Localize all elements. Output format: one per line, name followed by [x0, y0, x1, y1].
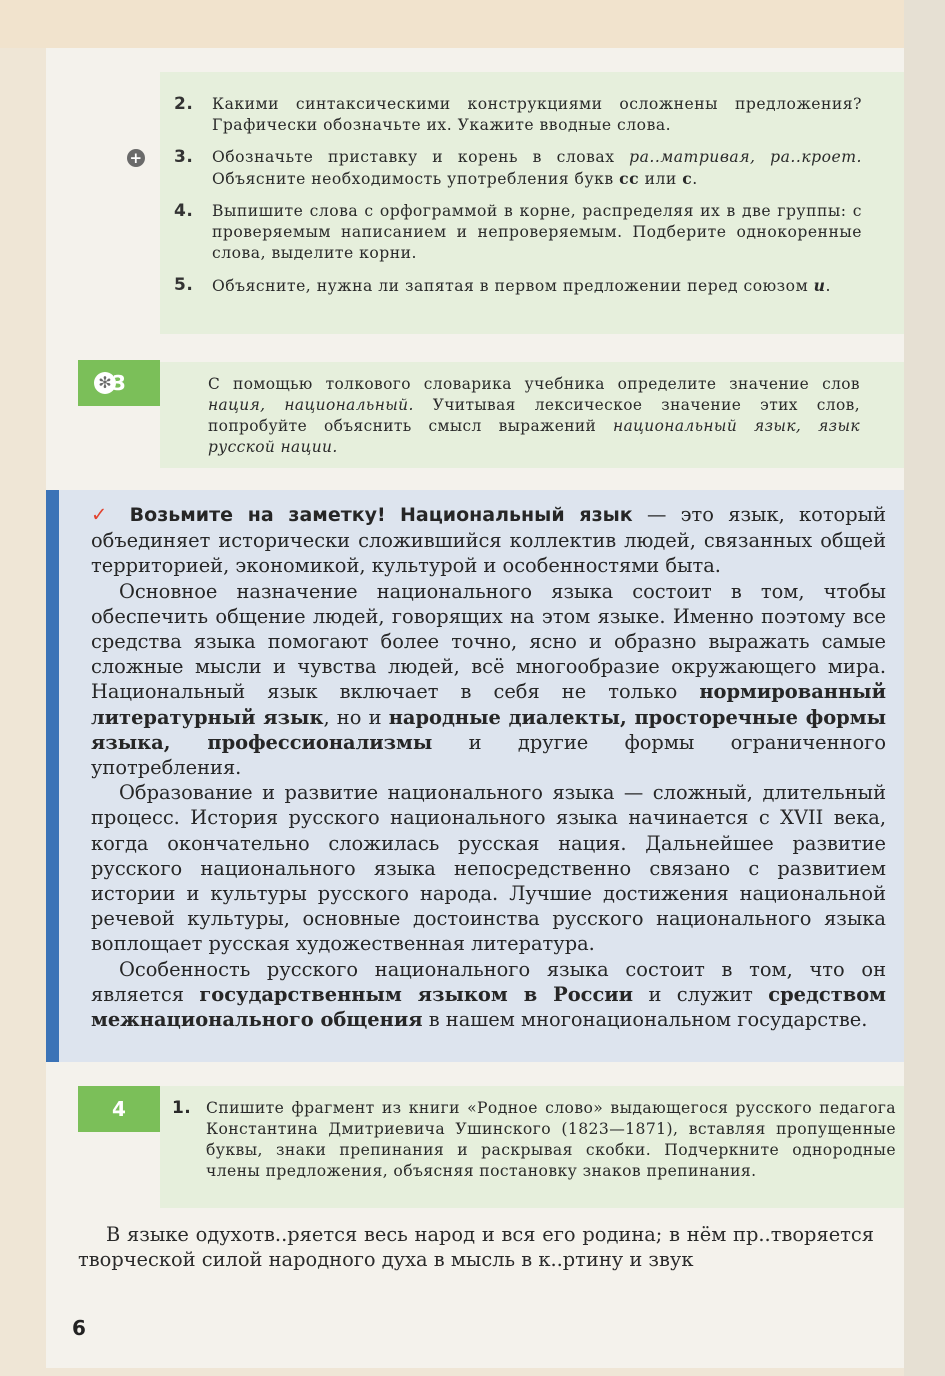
note-paragraph-1 [91, 502, 886, 579]
task-2 [172, 94, 862, 136]
task-number: 2. [174, 94, 194, 114]
exercise-italic: нация, национальный. [208, 396, 414, 414]
exercise-3-text [208, 374, 860, 458]
note-paragraph-3: Образование и развитие национального языка — сложный, длительный процесс. История русского национального языка начинается с XVII века, когда окончательно сложилась русская нация. Дальнейшее развитие русского национального языка непосредственно связано с развитием истории и культуры русского народа. Лучшие достижения национальной речевой культуры, основные достоинства русского национального языка воплощает русская художественная литература. [91, 781, 886, 956]
note-bold: средством межнационального общения [91, 982, 886, 1032]
exercise-number: 4 [112, 1097, 126, 1121]
note-text: Основное назначение национального языка состоит в том, чтобы обеспечить общение людей, говорящих на этом языке. Именно поэтому все средства языка помогают более точно, ясно и образно выражать самые сложные мысли и чувства людей, всё многообразие окружающего мира. Национальный язык включает в себя не только [91, 579, 886, 704]
task-italic-words: ра..матривая, ра..кроет. [629, 148, 862, 166]
task-number: 4. [174, 201, 194, 221]
note-text: в нашем многонациональном государстве. [422, 1008, 868, 1032]
note-box [46, 490, 904, 1062]
task-4 [172, 201, 862, 264]
exercise-italic: национальный язык, язык русской нации. [208, 417, 860, 456]
task-text: Обозначьте приставку и корень в словах [212, 148, 630, 166]
note-body [91, 502, 886, 1032]
task-text: Выпишите слова с орфограммой в корне, распределяя их в две группы: с проверяемым написанием и непроверяемым. Подберите однокоренные слова, выделите корни. [212, 202, 862, 262]
task-number: 3. [174, 147, 194, 167]
note-text: и служит [633, 982, 769, 1006]
exercise-4-task [172, 1098, 896, 1182]
task-number: 1. [172, 1098, 192, 1118]
note-term: Национальный язык [399, 504, 633, 526]
note-bold: нормированный литературный язык [91, 680, 886, 729]
check-icon: ✓ [91, 503, 116, 526]
task-list-top [129, 94, 862, 308]
note-text: и другие формы ограниченного употребления. [91, 730, 886, 780]
task-number: 5. [174, 275, 194, 295]
task-text: или [639, 170, 683, 188]
note-text: , но и [323, 705, 389, 729]
note-heading: Возьмите на заметку! [129, 504, 386, 526]
task-text: . [825, 277, 831, 295]
exercise-text: С помощью толкового словарика учебника определите значение слов [208, 375, 860, 393]
task-text: Объясните, нужна ли запятая в первом предложении перед союзом [212, 277, 814, 295]
exercise-3-tab [78, 360, 160, 406]
note-paragraph-4 [91, 957, 886, 1033]
plus-icon: + [127, 149, 145, 167]
task-5 [172, 275, 862, 297]
task-text: Объясните необходимость употребления букв [212, 170, 620, 188]
exercise-text: Учитывая лексическое значение этих слов, попробуйте объяснить смысл выражений [208, 396, 860, 435]
page-right-margin [904, 0, 945, 1376]
task-bold-italic: и [813, 276, 826, 295]
note-text: Особенность русского национального языка состоит в том, что он является [91, 957, 886, 1006]
task-bold-letters: с [682, 169, 693, 188]
note-bold: народные диалекты, просторечные формы языка, профессионализмы [91, 705, 887, 754]
exercise-4-tab [78, 1086, 160, 1132]
task-text: Спишите фрагмент из книги «Родное слово» выдающегося русского педагога Константина Дмитриевича Ушинского (1823—1871), вставляя пропущенные буквы, знаки препинания и раскрывая скобки. Подчеркните однородные члены предложения, объясняя постановку знаков препинания. [206, 1099, 896, 1180]
page-number: 6 [72, 1316, 86, 1340]
note-bold: государственным языком в России [199, 982, 634, 1006]
note-paragraph-2 [91, 579, 886, 781]
task-text: Какими синтаксическими конструкциями осложнены предложения? Графически обозначьте их. Укажите вводные слова. [212, 95, 862, 134]
task-3 [129, 147, 862, 190]
dictation-text: В языке одухотв..ряется весь народ и вся его родина; в нём пр..творяется творческой силой народного духа в мысль в к..ртину и звук [78, 1223, 874, 1271]
page-top-margin [0, 0, 945, 48]
asterisk-icon: ✻ [94, 372, 116, 394]
task-text: . [692, 170, 698, 188]
exercise-number: 3 [112, 371, 126, 395]
note-text: — это язык, который объединяет исторически сложившийся коллектив людей, связанных общей территорией, экономикой, культурой и особенностями быта. [91, 503, 886, 578]
task-bold-letters: сс [619, 169, 640, 188]
